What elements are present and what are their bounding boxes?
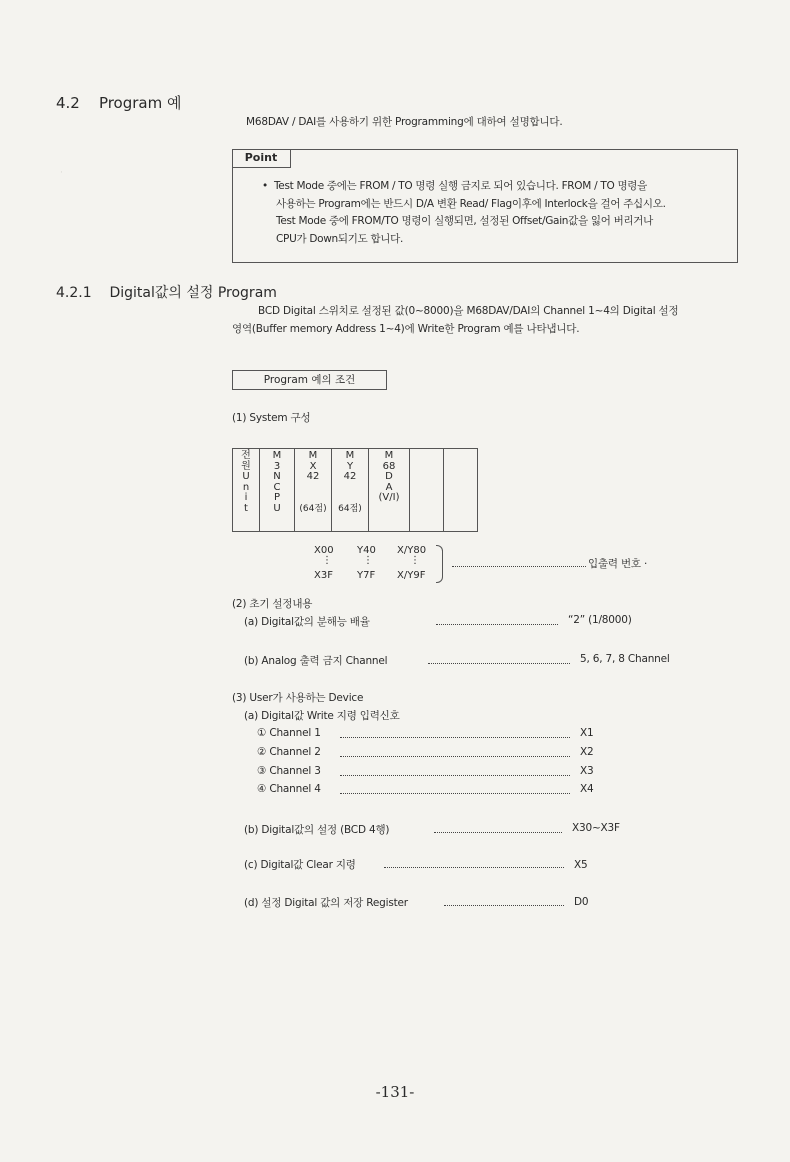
leader-dots <box>436 624 558 625</box>
initial-item-value: 5, 6, 7, 8 Channel <box>580 653 670 665</box>
channel-label: ② Channel 2 <box>257 746 321 758</box>
io-label: 입출력 번호 · <box>588 558 648 570</box>
initial-item-value: “2” (1/8000) <box>568 614 632 626</box>
point-line: CPU가 Down되기도 합니다. <box>276 232 404 245</box>
page-number: -131- <box>375 1083 415 1101</box>
channel-label: ④ Channel 4 <box>257 783 321 795</box>
leader-dots <box>428 663 570 664</box>
leader-dots <box>444 905 564 906</box>
io-start: X00 <box>314 545 334 556</box>
io-range-dots: ⋮ <box>363 555 373 566</box>
subsection-heading <box>56 282 277 302</box>
devices-sub-a: (a) Digital값 Write 지령 입력신호 <box>244 710 400 722</box>
io-range-dots: ⋮ <box>410 555 420 566</box>
channel-value: X1 <box>580 727 594 739</box>
leader-dots <box>384 867 564 868</box>
input-module-column: M X 42 (64점) <box>295 449 332 532</box>
leader-dots <box>452 566 586 567</box>
leader-dots <box>340 775 570 776</box>
leader-dots <box>434 832 562 833</box>
subsection-desc-line: BCD Digital 스위치로 설정된 값(0~8000)을 M68DAV/DAI의 Channel 1~4의 Digital 설정 <box>258 305 679 317</box>
section-title: Program 예 <box>98 94 182 112</box>
channel-value: X2 <box>580 746 594 758</box>
initial-item-label: (a) Digital값의 분해능 배율 <box>244 616 370 628</box>
system-heading: (1) System 구성 <box>232 412 311 424</box>
power-unit-column: 전 원 U n i t <box>233 449 260 532</box>
io-start: Y40 <box>357 545 376 556</box>
subsection-desc-line: 영역(Buffer memory Address 1~4)에 Write한 Program 예를 나타냅니다. <box>232 323 580 335</box>
device-label: (d) 설정 Digital 값의 저장 Register <box>244 897 408 909</box>
io-end: X3F <box>314 570 333 581</box>
leader-dots <box>340 793 570 794</box>
conditions-title: Program 예의 조건 <box>232 370 387 390</box>
io-start: X/Y80 <box>397 545 427 556</box>
system-configuration-table <box>232 448 478 532</box>
device-value: X5 <box>574 859 588 871</box>
point-label: Point <box>232 149 291 168</box>
leader-dots <box>340 737 570 738</box>
empty-slot <box>444 449 478 532</box>
device-label: (c) Digital값 Clear 지령 <box>244 859 356 871</box>
io-end: X/Y9F <box>397 570 426 581</box>
devices-heading: (3) User가 사용하는 Device <box>232 692 364 704</box>
channel-value: X3 <box>580 765 594 777</box>
point-note <box>262 178 666 248</box>
section-heading <box>56 92 181 113</box>
subsection-title: Digital값의 설정 Program <box>109 285 277 301</box>
section-number: 4.2 <box>56 94 80 112</box>
initial-heading: (2) 초기 설정내용 <box>232 598 313 610</box>
section-intro: M68DAV / DAI를 사용하기 위한 Programming에 대하여 설명합니다. <box>246 116 563 128</box>
point-line: Test Mode 중에 FROM/TO 명령이 실행되면, 설정된 Offset/Gain값을 잃어 버리거나 <box>276 215 653 227</box>
channel-value: X4 <box>580 783 594 795</box>
channel-label: ③ Channel 3 <box>257 765 321 777</box>
bleed-through-text: · <box>60 168 63 178</box>
empty-slot <box>410 449 444 532</box>
output-module-column: M Y 42 64점) <box>332 449 369 532</box>
device-label: (b) Digital값의 설정 (BCD 4행) <box>244 824 390 836</box>
io-brace <box>436 545 443 583</box>
initial-item-label: (b) Analog 출력 금지 Channel <box>244 655 388 667</box>
channel-label: ① Channel 1 <box>257 727 321 739</box>
leader-dots <box>340 756 570 757</box>
device-value: D0 <box>574 896 589 908</box>
cpu-column: M 3 N C P U <box>260 449 295 532</box>
da-module-column: M 68 D A (V/I) <box>369 449 410 532</box>
subsection-number: 4.2.1 <box>56 285 92 301</box>
io-end: Y7F <box>357 570 376 581</box>
io-range-dots: ⋮ <box>322 555 332 566</box>
point-line: 사용하는 Program에는 반드시 D/A 변환 Read/ Flag이후에 Interlock을 걸어 주십시오. <box>276 197 666 210</box>
device-value: X30~X3F <box>572 822 620 834</box>
point-line: • Test Mode 중에는 FROM / TO 명령 실행 금지로 되어 있습니다. FROM / TO 명령을 <box>262 180 647 192</box>
